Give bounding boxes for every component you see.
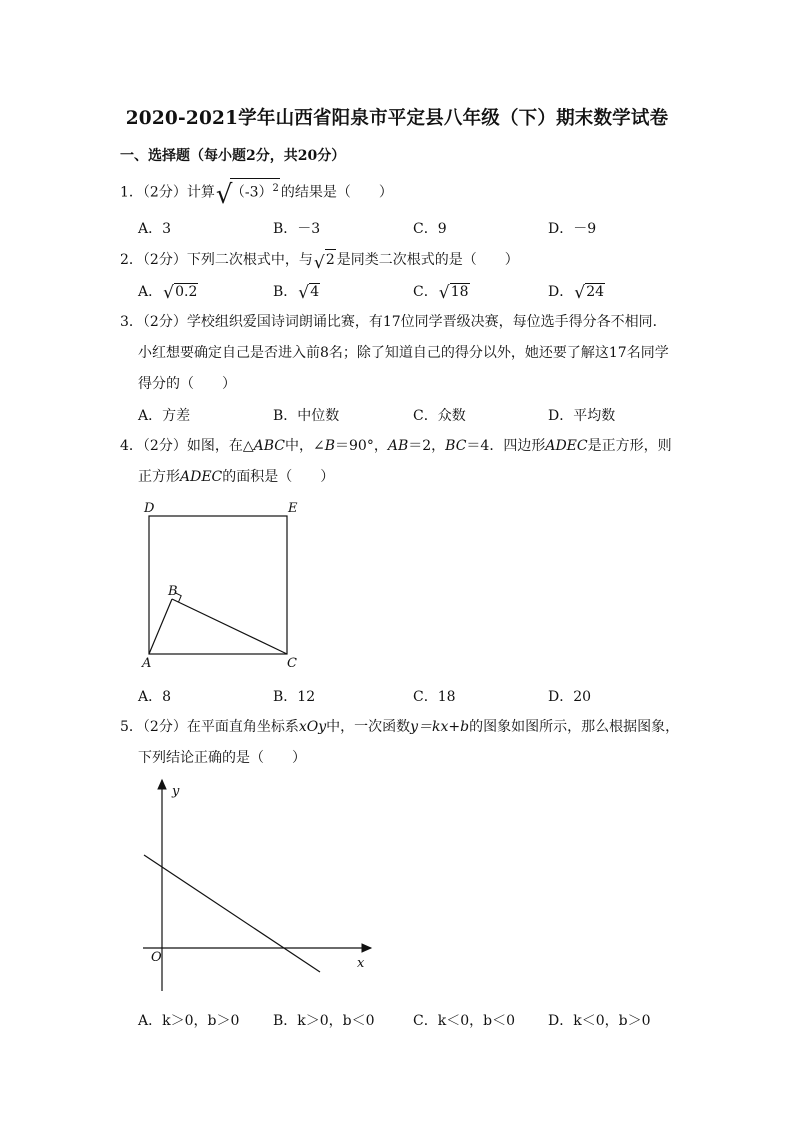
q4-angle-b: B bbox=[324, 438, 335, 454]
q4-text-1c: ＝90°， bbox=[335, 438, 388, 454]
q4-square-name-2: ADEC bbox=[180, 469, 223, 485]
q4-text-2a: 正方形 bbox=[138, 469, 180, 485]
q1-option-d: D．－9 bbox=[548, 221, 597, 237]
label-c: C bbox=[287, 656, 297, 671]
q5-text-1c: 的图象如图所示，那么根据图象， bbox=[469, 719, 680, 735]
q4-text-1a: 4．（2分）如图，在△ bbox=[120, 438, 254, 454]
q3-option-b: B．中位数 bbox=[273, 408, 340, 424]
q4-text-1b: 中，∠ bbox=[284, 438, 325, 454]
label-x: x bbox=[357, 956, 365, 971]
label-y: y bbox=[172, 784, 180, 799]
page-title: 2020-2021学年山西省阳泉市平定县八年级（下）期末数学试卷 bbox=[125, 108, 669, 129]
q4-side-bc: BC bbox=[445, 438, 467, 454]
q2-option-b: B． √ 4 bbox=[273, 283, 320, 303]
q4-square-name: ADEC bbox=[545, 438, 588, 454]
q5-option-b: B．k＞0，b＜0 bbox=[273, 1013, 375, 1029]
q4-option-d: D．20 bbox=[548, 689, 592, 705]
q3-line-3: 得分的（ ） bbox=[138, 376, 236, 392]
q5-line-2: 下列结论正确的是（ ） bbox=[138, 750, 306, 766]
q5-option-a: A．k＞0，b＞0 bbox=[138, 1013, 240, 1029]
q5-formula: y＝kx+b bbox=[410, 719, 470, 735]
q4-option-a: A．8 bbox=[138, 689, 172, 705]
q5-text-1a: 5．（2分）在平面直角坐标系 bbox=[120, 719, 299, 735]
q2-prompt-post: 是同类二次根式的是（ ） bbox=[336, 252, 519, 268]
segment-ab bbox=[149, 599, 172, 654]
q1-score: （2分） bbox=[142, 184, 187, 201]
label-origin: O bbox=[151, 950, 162, 965]
q4-triangle-name: ABC bbox=[253, 438, 285, 454]
q2-option-d-letter: D． bbox=[548, 284, 574, 300]
q1-option-a: A．3 bbox=[138, 221, 172, 237]
section-heading: 一、选择题（每小题2分，共20分） bbox=[120, 148, 346, 164]
q1-exponent: 2 bbox=[272, 183, 279, 194]
question-1 bbox=[120, 178, 393, 210]
question-2 bbox=[120, 249, 519, 273]
q2-radicand: 2 bbox=[325, 249, 336, 270]
segment-bc bbox=[172, 599, 287, 654]
q4-line-2 bbox=[138, 467, 334, 487]
q4-text-1f: 是正方形，则 bbox=[587, 438, 672, 454]
q2-prompt-pre: 下列二次根式中，与 bbox=[186, 252, 313, 268]
q1-number: 1． bbox=[120, 184, 143, 201]
q2-sqrt: √ 2 bbox=[314, 249, 336, 270]
q2-option-d: D． √ 24 bbox=[548, 283, 605, 303]
q4-figure bbox=[135, 495, 310, 675]
q2-number: 2． bbox=[120, 252, 143, 268]
q1-prompt-post: 的结果是（ ） bbox=[280, 184, 393, 201]
q4-text-1e: ＝4．四边形 bbox=[466, 438, 546, 454]
q5-coord-system: xOy bbox=[298, 719, 327, 735]
q2-option-a-radicand: 0.2 bbox=[175, 284, 198, 300]
q3-line-2: 小红想要确定自己是否进入前8名；除了知道自己的得分以外，她还要了解这17名同学 bbox=[138, 345, 669, 361]
label-e: E bbox=[288, 501, 298, 516]
q5-text-1b: 中，一次函数 bbox=[326, 719, 411, 735]
label-b: B bbox=[168, 584, 178, 599]
q5-figure bbox=[135, 775, 380, 1000]
q2-option-c-letter: C． bbox=[413, 284, 438, 300]
q2-option-d-radicand: 24 bbox=[586, 284, 605, 300]
q1-prompt-pre: 计算 bbox=[186, 184, 215, 201]
q4-line-1 bbox=[120, 436, 672, 456]
label-a: A bbox=[142, 656, 152, 671]
q3-option-c: C．众数 bbox=[413, 408, 466, 424]
q5-line-1 bbox=[120, 717, 679, 737]
q3-line-1: 3．（2分）学校组织爱国诗词朗诵比赛，有17位同学晋级决赛，每位选手得分各不相同． bbox=[120, 314, 667, 330]
q2-option-a-letter: A． bbox=[138, 284, 163, 300]
q3-option-a: A．方差 bbox=[138, 408, 191, 424]
q4-text-1d: ＝2， bbox=[408, 438, 446, 454]
q3-option-d: D．平均数 bbox=[548, 408, 616, 424]
q2-option-c: C． √ 18 bbox=[413, 283, 469, 303]
q1-radicand: （-3） bbox=[230, 184, 273, 201]
label-d: D bbox=[144, 501, 155, 516]
q5-option-c: C．k＜0，b＜0 bbox=[413, 1013, 515, 1029]
q5-option-d: D．k＜0，b＞0 bbox=[548, 1013, 651, 1029]
q1-option-c: C．9 bbox=[413, 221, 447, 237]
q2-option-c-radicand: 18 bbox=[450, 284, 469, 300]
q1-sqrt: √ $(-3)^2$ bbox=[215, 179, 279, 210]
q2-option-a: A． √ 0.2 bbox=[138, 283, 198, 303]
q4-text-2c: 的面积是（ ） bbox=[222, 469, 335, 485]
q1-option-b: B．－3 bbox=[273, 221, 321, 237]
q2-option-b-letter: B． bbox=[273, 284, 298, 300]
q2-score: （2分） bbox=[142, 252, 187, 268]
q4-side-ab: AB bbox=[387, 438, 409, 454]
q4-option-c: C．18 bbox=[413, 689, 456, 705]
function-line bbox=[144, 855, 320, 972]
q2-option-b-radicand: 4 bbox=[310, 284, 320, 300]
q4-option-b: B．12 bbox=[273, 689, 316, 705]
